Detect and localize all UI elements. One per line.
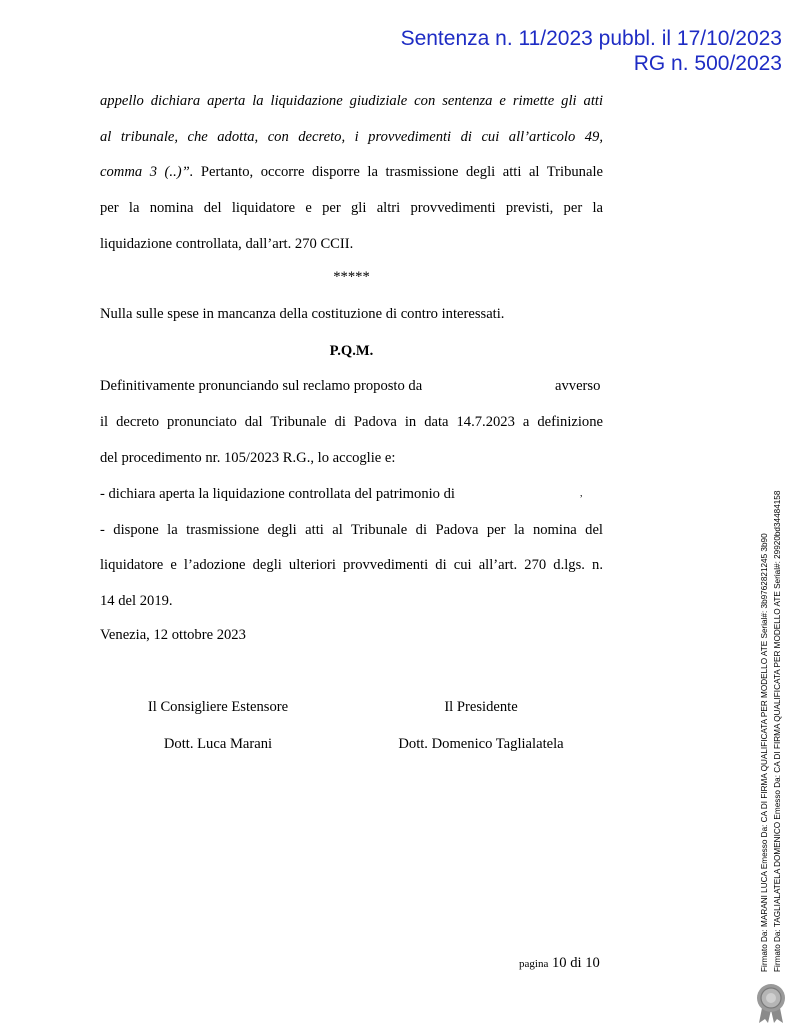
signature-seal-icon (753, 982, 789, 1024)
dispositivo-line-1 (100, 377, 603, 395)
right-signature-role: Il Presidente (444, 699, 518, 715)
dispositivo-line-1-text: Definitivamente pronunciando sul reclamo proposto da (100, 378, 423, 394)
digital-signature-marani: Firmato Da: MARANI LUCA Emesso Da: CA DI FIRMA QUALIFICATA PER MODELLO ATE Serial#: 3b9762821245 3b90 (760, 533, 769, 972)
page-number (519, 954, 600, 973)
body-line-3-rest: Pertanto, occorre disporre la trasmissione degli atti al Tribunale (193, 164, 603, 180)
body-line-4: per la nomina del liquidatore e per gli altri provvedimenti previsti, per la (100, 200, 603, 216)
avverso-word: avverso (555, 378, 601, 394)
section-separator: ***** (333, 269, 370, 285)
body-line-1: appello dichiara aperta la liquidazione giudiziale con sentenza e rimette gli atti (100, 93, 603, 109)
dispositivo-line-5: - dispone la trasmissione degli atti al Tribunale di Padova per la nomina del (100, 522, 603, 538)
body-line-5: liquidazione controllata, dall’art. 270 CCII. (100, 236, 354, 252)
body-line-3-quote: comma 3 (..)”. (100, 164, 194, 180)
rg-label: RG n. 500/2023 (633, 52, 782, 75)
digital-signature-taglialatela: Firmato Da: TAGLIALATELA DOMENICO Emesso Da: CA DI FIRMA QUALIFICATA PER MODELLO ATE Serial#: 29920bd34484158 (773, 490, 782, 972)
page-of: di (570, 955, 582, 971)
spese-paragraph: Nulla sulle spese in mancanza della costituzione di contro interessati. (100, 306, 505, 322)
dispositivo-line-7: 14 del 2019. (100, 593, 173, 609)
page-current: 10 (551, 955, 567, 971)
left-signature-name: Dott. Luca Marani (163, 736, 273, 752)
redaction-mark: , (580, 488, 583, 499)
page-total: 10 (585, 955, 600, 971)
body-line-2: al tribunale, che adotta, con decreto, i provvedimenti di cui all’articolo 49, (100, 129, 603, 145)
dispositivo-line-3: del procedimento nr. 105/2023 R.G., lo accoglie e: (100, 450, 396, 466)
body-line-3 (100, 163, 603, 181)
left-signature-role: Il Consigliere Estensore (147, 699, 289, 715)
sentenza-label: Sentenza n. 11/2023 pubbl. il 17/10/2023 (400, 27, 782, 50)
dispositivo-line-2: il decreto pronunciato dal Tribunale di Padova in data 14.7.2023 a definizione (100, 414, 603, 430)
dispositivo-line-4-text: - dichiara aperta la liquidazione controllata del patrimonio di (100, 486, 455, 502)
dispositivo-line-6: liquidatore e l’adozione degli ulteriori provvedimenti di cui all’art. 270 d.lgs. n. (100, 557, 603, 573)
document-header (401, 26, 782, 76)
right-signature-name: Dott. Domenico Taglialatela (398, 736, 564, 752)
place-date: Venezia, 12 ottobre 2023 (100, 627, 246, 643)
page-word: pagina (519, 958, 549, 970)
pqm-heading: P.Q.M. (329, 343, 374, 359)
dispositivo-line-4 (100, 485, 603, 503)
